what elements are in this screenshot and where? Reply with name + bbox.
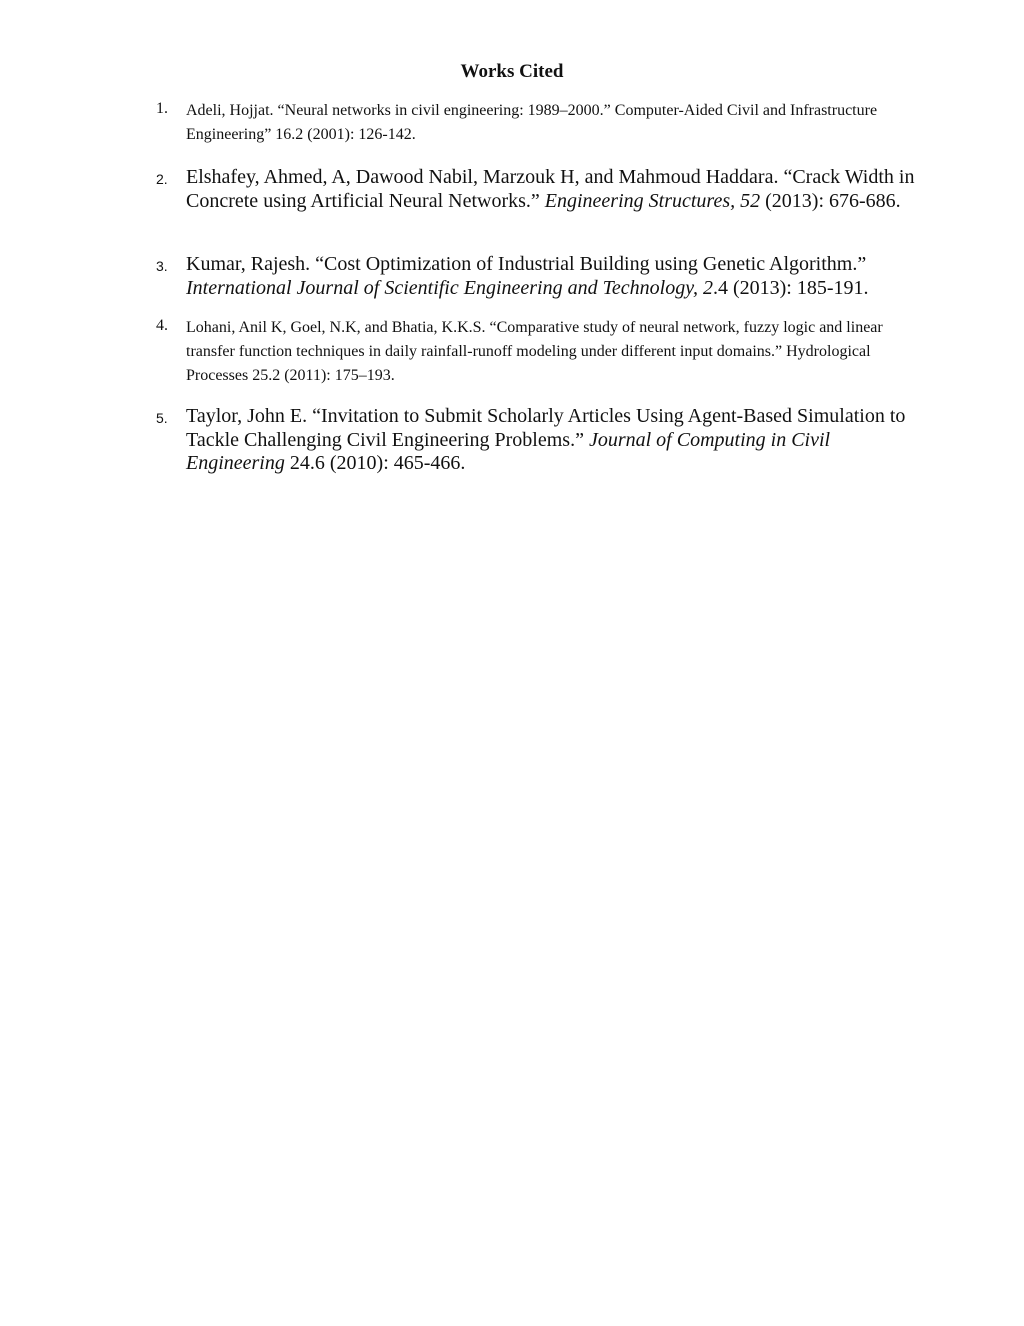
citation-journal: Engineering Structures, 52 bbox=[544, 189, 761, 212]
citation-body: Lohani, Anil K, Goel, N.K, and Bhatia, K.K.S. “Comparative study of neural network, fuzzy logic and linear transfer function techniques in daily rainfall-runoff modeling under different input domains.” Hydrological Processes 25.2 (2011): 175–193. bbox=[186, 319, 883, 384]
citation-3 bbox=[156, 253, 916, 300]
citation-body: Adeli, Hojjat. “Neural networks in civil engineering: 1989–2000.” Computer-Aided Civil and Infrastructure Engineering” 16.2 (2001): 126-142. bbox=[186, 102, 878, 143]
citation-number: 4. bbox=[156, 317, 168, 334]
citation-body: Elshafey, Ahmed, A, Dawood Nabil, Marzouk H, and Mahmoud Haddara. “Crack Width in Concrete using Artificial Neural Networks.” bbox=[186, 166, 915, 212]
citation-number: 5. bbox=[156, 410, 168, 426]
citation-text bbox=[186, 316, 916, 388]
citation-body: Taylor, John E. “Invitation to Submit Scholarly Articles Using Agent-Based Simulation to Tackle Challenging Civil Engineering Problems.” bbox=[186, 405, 906, 451]
citation-tail: .4 (2013): 185-191. bbox=[712, 276, 869, 299]
citation-journal: International Journal of Scientific Engineering and Technology, 2 bbox=[186, 276, 713, 299]
citation-2 bbox=[156, 166, 916, 213]
page-title: Works Cited bbox=[460, 61, 564, 82]
citation-5 bbox=[156, 405, 916, 476]
citation-number: 3. bbox=[156, 258, 168, 274]
citation-number: 2. bbox=[156, 171, 168, 187]
citation-4 bbox=[156, 316, 916, 388]
citation-text bbox=[186, 99, 916, 147]
citation-tail: 24.6 (2010): 465-466. bbox=[284, 452, 466, 474]
citation-text bbox=[186, 253, 916, 300]
citation-body: Kumar, Rajesh. “Cost Optimization of Industrial Building using Genetic Algorithm.” bbox=[186, 253, 867, 275]
citation-number: 1. bbox=[156, 100, 168, 117]
citation-text bbox=[186, 405, 916, 476]
citation-journal: Journal of Computing in Civil Engineering bbox=[186, 428, 831, 474]
citation-tail: (2013): 676-686. bbox=[760, 189, 901, 212]
citation-1 bbox=[156, 99, 916, 147]
citation-text bbox=[186, 166, 916, 213]
